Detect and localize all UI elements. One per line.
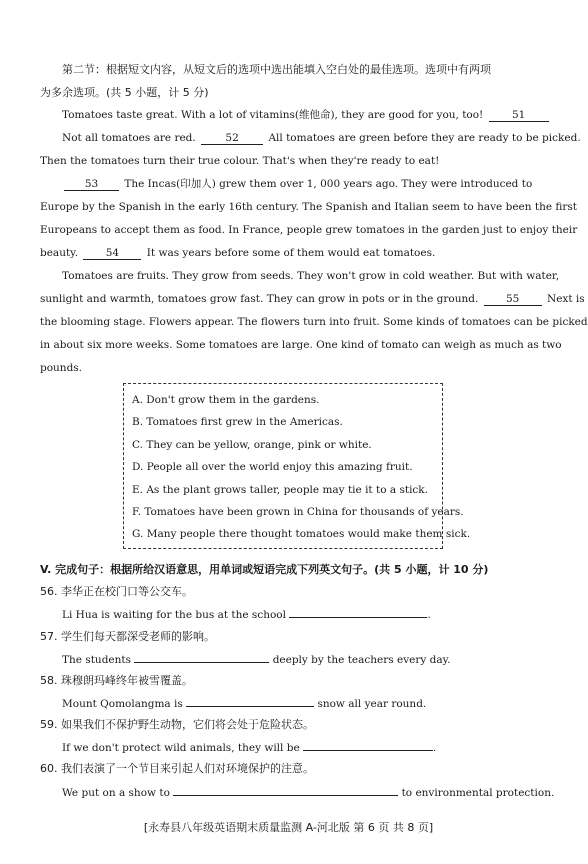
sentence-text: .: [433, 742, 437, 754]
option-a: A. Don't grow them in the gardens.: [132, 394, 320, 406]
options-box: [123, 383, 471, 549]
answer-blank-59[interactable]: [303, 740, 433, 751]
blank-53: 53: [64, 178, 119, 191]
passage-paragraph-2: [62, 131, 581, 145]
sentence-text: .: [427, 609, 431, 621]
sentence-text: to environmental protection.: [401, 787, 555, 799]
sentence-60: [62, 785, 554, 800]
blank-51: 51: [489, 109, 549, 122]
passage-paragraph-3: [62, 177, 532, 191]
passage-text: the blooming stage. Flowers appear. The flowers turn into fruit. Some kinds of tomatoes can be picked: [40, 316, 588, 328]
sentence-text: snow all year round.: [317, 698, 427, 710]
answer-blank-56[interactable]: [289, 607, 427, 618]
passage-text: Europeans to accept them as food. In France, people grew tomatoes in the garden just to enjoy their: [40, 224, 578, 236]
passage-text: Then the tomatoes turn their true colour. That's when they're ready to eat!: [40, 155, 440, 167]
option-e: E. As the plant grows taller, people may tie it to a stick.: [132, 484, 429, 496]
option-b: B. Tomatoes first grew in the Americas.: [132, 416, 343, 428]
section2-instruction-line2: 为多余选项。(共 5 小题，计 5 分): [40, 86, 209, 99]
passage-text: Europe by the Spanish in the early 16th century. The Spanish and Italian seem to have been the first: [40, 201, 578, 213]
sentence-58-chinese: 58. 珠穆朗玛峰终年被雪覆盖。: [40, 674, 193, 687]
passage-text: Tomatoes taste great. With a lot of vitamins(维他命), they are good for you, too!: [62, 109, 484, 121]
passage-text: All tomatoes are green before they are ready to be picked.: [268, 132, 581, 144]
answer-blank-57[interactable]: [134, 652, 269, 663]
passage-text: beauty.: [40, 247, 79, 259]
section5-heading: V. 完成句子：根据所给汉语意思，用单词或短语完成下列英文句子。(共 5 小题，计 10 分): [40, 563, 489, 576]
section2-instruction-line1: 第二节：根据短文内容，从短文后的选项中选出能填入空白处的最佳选项。选项中有两项: [62, 63, 491, 76]
sentence-text: deeply by the teachers every day.: [272, 654, 451, 666]
sentence-text: If we don't protect wild animals, they will be: [62, 742, 300, 754]
sentence-56-chinese: 56. 李华正在校门口等公交车。: [40, 585, 193, 598]
blank-55: 55: [484, 293, 542, 306]
passage-paragraph-1: [62, 108, 551, 122]
blank-54: 54: [83, 247, 141, 260]
page-footer: [永寿县八年级英语期末质量监测 A-河北版 第 6 页 共 8 页]: [143, 821, 434, 834]
passage-text: Next is: [547, 293, 585, 305]
passage-text: in about six more weeks. Some tomatoes are large. One kind of tomato can weigh as much as two: [40, 339, 562, 351]
passage-text: The Incas(印加人) grew them over 1, 000 years ago. They were introduced to: [124, 178, 533, 190]
blank-52: 52: [201, 132, 263, 145]
answer-blank-60[interactable]: [173, 785, 398, 796]
passage-text: pounds.: [40, 362, 83, 374]
sentence-text: The students: [62, 654, 131, 666]
passage-line: [40, 292, 585, 306]
sentence-59: [62, 740, 436, 755]
option-f: F. Tomatoes have been grown in China for thousands of years.: [132, 506, 464, 518]
sentence-59-chinese: 59. 如果我们不保护野生动物，它们将会处于危险状态。: [40, 718, 314, 731]
sentence-60-chinese: 60. 我们表演了一个节目来引起人们对环境保护的注意。: [40, 762, 314, 775]
sentence-text: Li Hua is waiting for the bus at the school: [62, 609, 286, 621]
sentence-text: Mount Qomolangma is: [62, 698, 183, 710]
sentence-text: We put on a show to: [62, 787, 170, 799]
passage-text: Not all tomatoes are red.: [62, 132, 196, 144]
passage-text: Tomatoes are fruits. They grow from seeds. They won't grow in cold weather. But with water,: [62, 270, 560, 282]
passage-text: sunlight and warmth, tomatoes grow fast. They can grow in pots or in the ground.: [40, 293, 479, 305]
sentence-57-chinese: 57. 学生们每天都深受老师的影响。: [40, 630, 215, 643]
option-g: G. Many people there thought tomatoes would make them sick.: [132, 528, 471, 540]
option-c: C. They can be yellow, orange, pink or white.: [132, 439, 372, 451]
option-d: D. People all over the world enjoy this amazing fruit.: [132, 461, 413, 473]
passage-line: [40, 246, 435, 260]
sentence-57: [62, 652, 451, 667]
sentence-58: [62, 696, 426, 711]
sentence-56: [62, 607, 431, 622]
answer-blank-58[interactable]: [186, 696, 314, 707]
passage-text: It was years before some of them would eat tomatoes.: [146, 247, 436, 259]
